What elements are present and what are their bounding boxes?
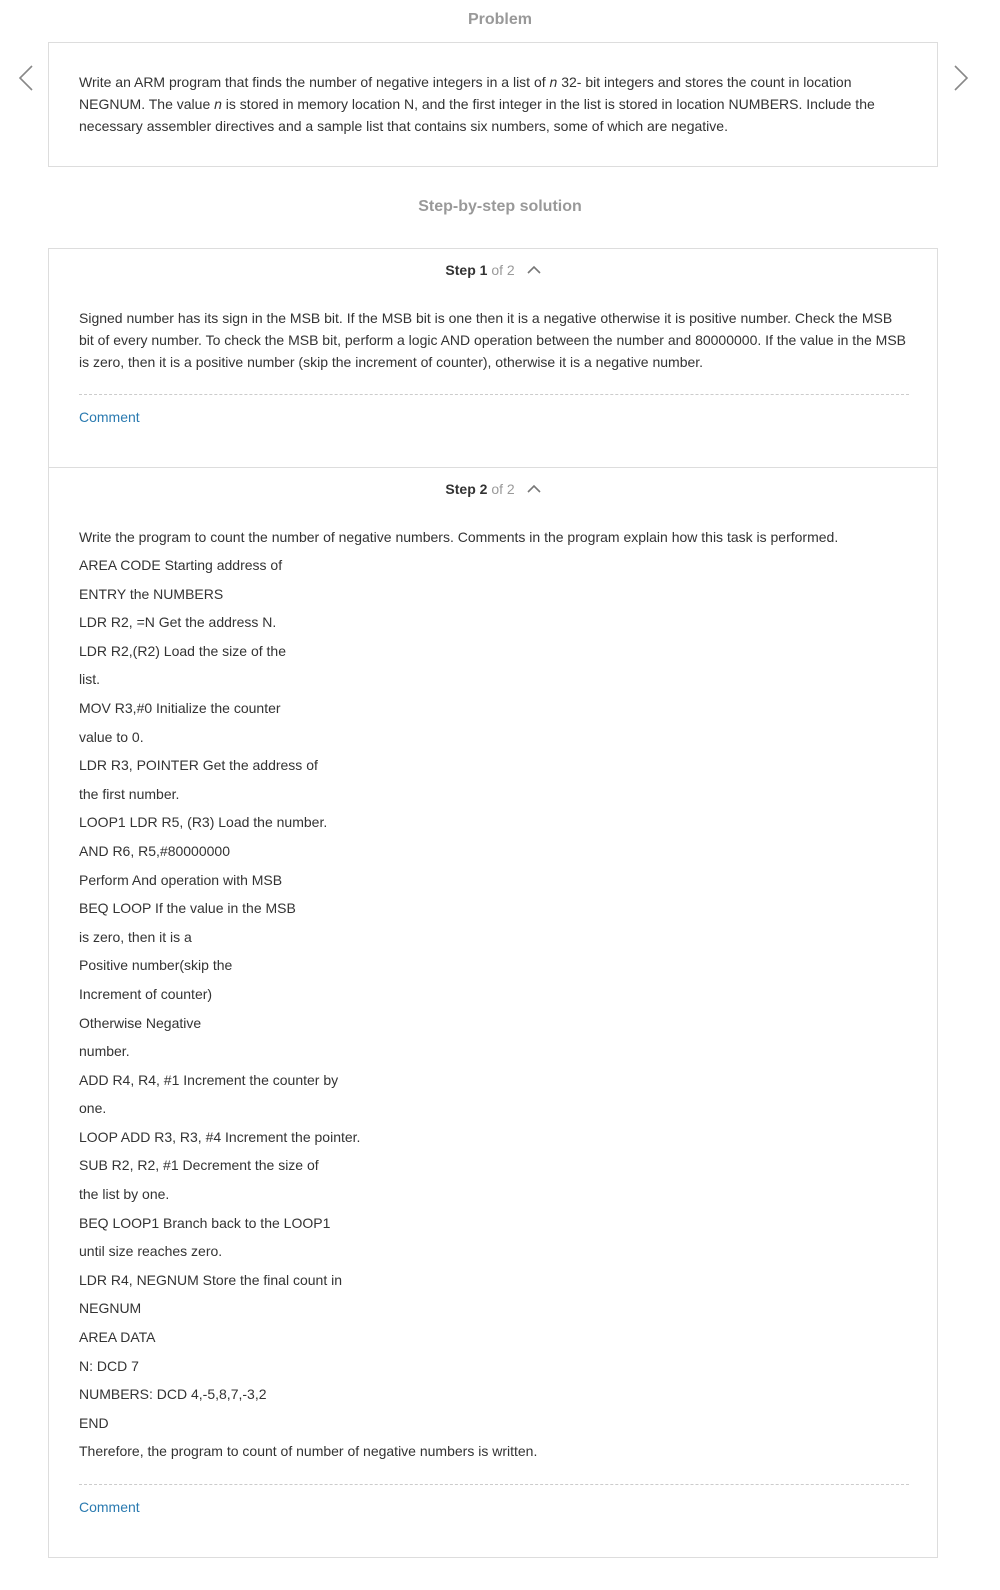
step-1-divider bbox=[79, 394, 909, 395]
problem-text: Write an ARM program that finds the number of negative integers in a list of n 32- bit integers and stores the count in location NEGNUM. The value n is stored in memory location N, and the first integer in the list is stored in location NUMBERS. Include the necessary assembler directives and a sample list that contains six numbers, some of which are negative. bbox=[79, 74, 875, 134]
program-line: one. bbox=[79, 1100, 107, 1117]
program-line: is zero, then it is a bbox=[79, 928, 192, 945]
step-2-intro: Write the program to count the number of negative numbers. Comments in the program explain how this task is performed. bbox=[79, 529, 839, 545]
program-line: BEQ LOOP1 Branch back to the LOOP1 bbox=[79, 1214, 331, 1231]
program-line: ADD R4, R4, #1 Increment the counter by bbox=[79, 1071, 339, 1088]
chevron-up-icon[interactable] bbox=[527, 265, 541, 274]
program-line: Perform And operation with MSB bbox=[79, 871, 283, 888]
program-line: LDR R2,(R2) Load the size of the bbox=[79, 642, 286, 659]
program-line: Increment of counter) bbox=[79, 985, 213, 1002]
step-2-label: Step 2 bbox=[445, 481, 488, 497]
steps-box bbox=[48, 248, 938, 1558]
step-1-text: Signed number has its sign in the MSB bit. If the MSB bit is one then it is a negative otherwise it is positive number. Check the MSB bit of every number. To check the MSB bit, perform a logic AND operation between the number and 80000000. If the value in the MSB is zero, then it is a positive number (skip the increment of counter), otherwise it is a negative number. bbox=[79, 310, 906, 370]
problem-title: Problem bbox=[467, 11, 532, 28]
program-line: NUMBERS: DCD 4,-5,8,7,-3,2 bbox=[79, 1386, 267, 1403]
program-line: the list by one. bbox=[79, 1186, 170, 1203]
program-line: Otherwise Negative bbox=[79, 1014, 202, 1031]
program-line: LOOP1 LDR R5, (R3) Load the number. bbox=[79, 814, 328, 831]
program-line: AREA CODE Starting address of bbox=[79, 557, 283, 573]
program-line: ENTRY the NUMBERS bbox=[79, 585, 224, 602]
step-2-comment-link[interactable]: Comment bbox=[79, 1499, 140, 1515]
step-1-of: of 2 bbox=[491, 262, 515, 278]
solution-title: Step-by-step solution bbox=[418, 198, 582, 215]
problem-box bbox=[48, 42, 938, 167]
previous-button[interactable] bbox=[11, 63, 41, 93]
program-line: NEGNUM bbox=[79, 1300, 142, 1317]
program-line: AREA DATA bbox=[79, 1329, 156, 1346]
program-line: until size reaches zero. bbox=[79, 1243, 223, 1260]
step-1-header[interactable] bbox=[49, 262, 937, 278]
program-line: list. bbox=[79, 671, 100, 688]
program-line: AND R6, R5,#80000000 bbox=[79, 842, 230, 859]
program-line: END bbox=[79, 1414, 109, 1431]
step-2-of: of 2 bbox=[491, 481, 515, 497]
program-line: LDR R4, NEGNUM Store the final count in bbox=[79, 1271, 342, 1288]
program-line: SUB R2, R2, #1 Decrement the size of bbox=[79, 1157, 319, 1174]
program-line: value to 0. bbox=[79, 728, 144, 745]
program-line: Positive number(skip the bbox=[79, 957, 233, 974]
program-line: Therefore, the program to count of number of negative numbers is written. bbox=[79, 1443, 538, 1460]
program-line: the first number. bbox=[79, 785, 180, 802]
program-line: BEQ LOOP If the value in the MSB bbox=[79, 900, 296, 917]
program-line: MOV R3,#0 Initialize the counter bbox=[79, 699, 281, 716]
next-button[interactable] bbox=[946, 63, 976, 93]
step-2-header[interactable] bbox=[49, 481, 937, 497]
step-2-program-lines bbox=[79, 555, 909, 1470]
program-line: N: DCD 7 bbox=[79, 1357, 139, 1374]
program-line: LOOP ADD R3, R3, #4 Increment the pointer. bbox=[79, 1128, 361, 1145]
program-line: LDR R3, POINTER Get the address of bbox=[79, 757, 318, 774]
step-1-comment-link[interactable]: Comment bbox=[79, 409, 140, 425]
chevron-right-icon bbox=[953, 64, 969, 92]
step-2-divider bbox=[79, 1484, 909, 1485]
step-1-label: Step 1 bbox=[445, 262, 488, 278]
program-line: LDR R2, =N Get the address N. bbox=[79, 614, 277, 631]
chevron-left-icon bbox=[18, 64, 34, 92]
chevron-up-icon[interactable] bbox=[527, 484, 541, 493]
program-line: number. bbox=[79, 1043, 130, 1060]
step-2 bbox=[49, 468, 937, 1558]
